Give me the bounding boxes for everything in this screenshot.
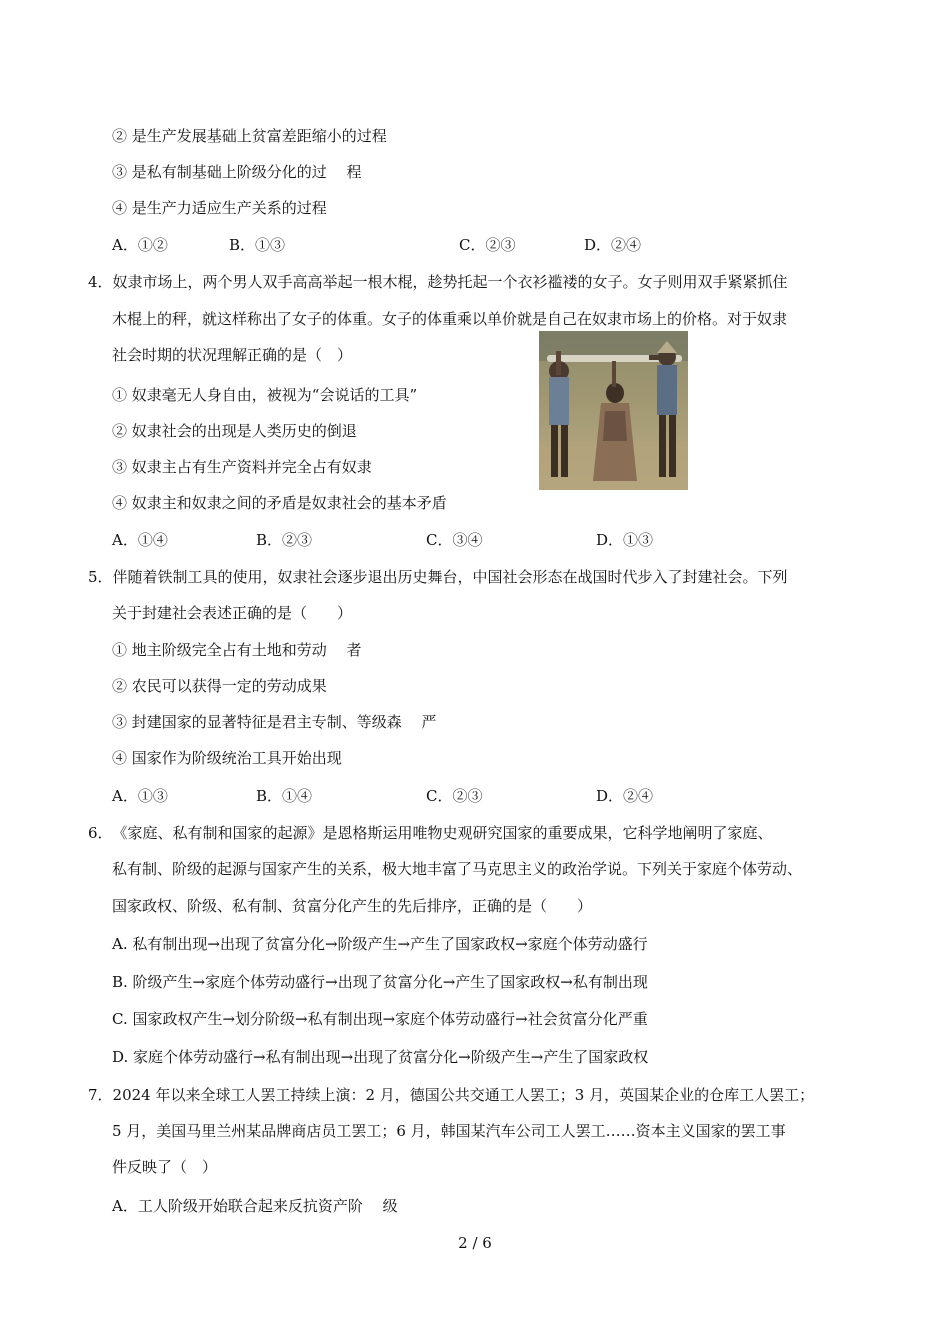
q7-stem-line-1: 7．2024 年以来全球工人罢工持续上演：2 月，德国公共交通工人罢工；3 月，英国某企业的仓库工人罢工；	[88, 1086, 815, 1104]
q6-option-c: C. 国家政权产生→划分阶级→私有制出现→家庭个体劳动盛行→社会贫富分化严重	[112, 1010, 648, 1028]
q4-item-4: ④ 奴隶主和奴隶之间的矛盾是奴隶社会的基本矛盾	[112, 494, 447, 512]
q3-item-3: ③ 是私有制基础上阶级分化的过 程	[112, 163, 362, 181]
q4-option-d: D．①③	[596, 531, 654, 549]
q6-option-a: A. 私有制出现→出现了贫富分化→阶级产生→产生了国家政权→家庭个体劳动盛行	[112, 935, 648, 953]
q4-stem-line-3: 社会时期的状况理解正确的是（ ）	[112, 346, 353, 364]
q5-option-d: D．②④	[596, 787, 654, 805]
slave-market-photo	[539, 331, 688, 490]
q5-stem-line-1: 5．伴随着铁制工具的使用，奴隶社会逐步退出历史舞台，中国社会形态在战国时代步入了封建社会。下列	[88, 568, 788, 586]
q7-stem-line-3: 件反映了（ ）	[112, 1158, 218, 1176]
q4-option-b: B．②③	[256, 531, 313, 549]
q5-item-4: ④ 国家作为阶级统治工具开始出现	[112, 749, 342, 767]
q4-item-3: ③ 奴隶主占有生产资料并完全占有奴隶	[112, 458, 372, 476]
q5-option-b: B．①④	[256, 787, 313, 805]
q7-option-a: A．工人阶级开始联合起来反抗资产阶 级	[112, 1197, 398, 1215]
q6-option-d: D. 家庭个体劳动盛行→私有制出现→出现了贫富分化→阶级产生→产生了国家政权	[112, 1048, 649, 1066]
q5-stem-line-2: 关于封建社会表述正确的是（ ）	[112, 604, 353, 622]
q3-option-c: C．②③	[459, 236, 516, 254]
q3-item-2: ② 是生产发展基础上贫富差距缩小的过程	[112, 127, 387, 145]
q4-stem-line-1: 4．奴隶市场上，两个男人双手高高举起一根木棍，趁势托起一个衣衫褴褛的女子。女子则用双手紧紧抓住	[88, 273, 788, 291]
q4-option-a: A．①④	[112, 531, 168, 549]
q3-item-4: ④ 是生产力适应生产关系的过程	[112, 199, 327, 217]
q5-item-1: ① 地主阶级完全占有土地和劳动 者	[112, 641, 362, 659]
q4-option-c: C．③④	[426, 531, 483, 549]
q3-option-b: B．①③	[229, 236, 286, 254]
q6-stem-line-2: 私有制、阶级的起源与国家产生的关系，极大地丰富了马克思主义的政治学说。下列关于家庭个体劳动、	[112, 860, 803, 878]
q3-option-a: A．①②	[112, 236, 168, 254]
q5-item-3: ③ 封建国家的显著特征是君主专制、等级森 严	[112, 713, 437, 731]
page-number: 2 / 6	[458, 1234, 492, 1252]
q7-stem-line-2: 5 月，美国马里兰州某品牌商店员工罢工；6 月，韩国某汽车公司工人罢工……资本主义国家的罢工事	[112, 1122, 786, 1140]
q6-stem-line-1: 6． 《家庭、私有制和国家的起源》是恩格斯运用唯物史观研究国家的重要成果，它科学地阐明了家庭、	[88, 824, 773, 842]
q6-stem-line-3: 国家政权、阶级、私有制、贫富分化产生的先后排序，正确的是（ ）	[112, 897, 593, 915]
q4-stem-line-2: 木棍上的秤，就这样称出了女子的体重。女子的体重乘以单价就是自己在奴隶市场上的价格。对于奴隶	[112, 310, 788, 328]
q5-item-2: ② 农民可以获得一定的劳动成果	[112, 677, 327, 695]
q4-item-1: ① 奴隶毫无人身自由，被视为“会说话的工具”	[112, 386, 418, 404]
q4-item-2: ② 奴隶社会的出现是人类历史的倒退	[112, 422, 357, 440]
q5-option-a: A．①③	[112, 787, 168, 805]
q5-option-c: C．②③	[426, 787, 483, 805]
q6-option-b: B. 阶级产生→家庭个体劳动盛行→出现了贫富分化→产生了国家政权→私有制出现	[112, 973, 648, 991]
q3-option-d: D．②④	[584, 236, 642, 254]
